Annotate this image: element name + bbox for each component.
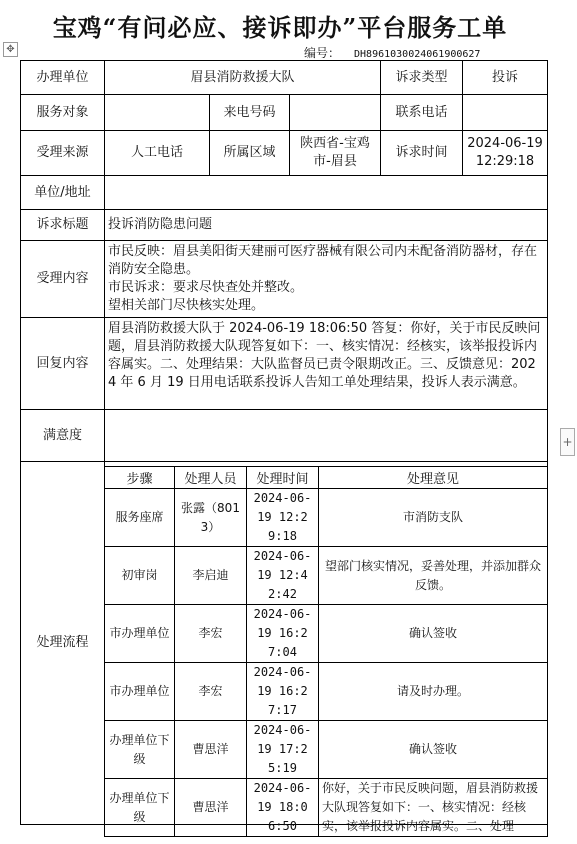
caller-label: 来电号码: [210, 95, 290, 131]
source-value: 人工电话: [105, 131, 210, 176]
address-value: [105, 176, 548, 210]
process-step: 市办理单位: [105, 663, 175, 721]
process-time: 2024-06-19 16:27:17: [247, 663, 319, 721]
process-step: 办理单位下级: [105, 721, 175, 779]
process-opinion: 确认签收: [319, 605, 548, 663]
process-time: 2024-06-19 18:06:50: [247, 779, 319, 837]
process-opinion: 确认签收: [319, 721, 548, 779]
process-time: 2024-06-19 17:25:19: [247, 721, 319, 779]
satisfaction-label: 满意度: [21, 410, 105, 462]
doc-number-value: DH8961030024061900627: [354, 49, 481, 60]
process-time: 2024-06-19 12:29:18: [247, 489, 319, 547]
area-value: 陕西省-宝鸡市-眉县: [290, 131, 381, 176]
process-step: 市办理单位: [105, 605, 175, 663]
reply-value: 眉县消防救援大队于 2024-06-19 18:06:50 答复：你好，关于市民反映问题，眉县消防救援大队现答复如下：一、核实情况：经核实，该举报投诉内容属实。二、处理结果：大队监督员已责令限期改正。三、反馈意见：2024 年 6 月 19 日用电话联系投诉人告知工单处理结果，投诉人表示满意。: [105, 318, 548, 410]
type-label: 诉求类型: [381, 61, 463, 95]
doc-number-label: 编号：: [304, 46, 341, 60]
process-person: 李宏: [175, 663, 247, 721]
phone-label: 联系电话: [381, 95, 463, 131]
doc-number: [304, 44, 480, 61]
move-handle-icon[interactable]: ✥: [3, 42, 18, 57]
process-header-person: 处理人员: [175, 467, 247, 489]
object-value: [105, 95, 210, 131]
process-time: 2024-06-19 16:27:04: [247, 605, 319, 663]
content-value: 市民反映：眉县美阳街天建丽可医疗器械有限公司内未配备消防器材，存在消防安全隐患。 市民诉求：要求尽快查处并整改。 望相关部门尽快核实处理。: [105, 241, 548, 318]
satisfaction-value: [105, 410, 548, 462]
phone-value: [463, 95, 548, 131]
process-person: 李宏: [175, 605, 247, 663]
process-header-opinion: 处理意见: [319, 467, 548, 489]
time-value: 2024-06-19 12:29:18: [463, 131, 548, 176]
process-opinion: 请及时办理。: [319, 663, 548, 721]
content-label: 受理内容: [21, 241, 105, 318]
process-opinion: 你好，关于市民反映问题，眉县消防救援大队现答复如下：一、核实情况：经核实，该举报投诉内容属实。二、处理: [319, 779, 548, 837]
area-label: 所属区域: [210, 131, 290, 176]
process-header-step: 步骤: [105, 467, 175, 489]
process-time: 2024-06-19 12:42:42: [247, 547, 319, 605]
process-step: 办理单位下级: [105, 779, 175, 837]
table-row: [105, 489, 548, 547]
type-value: 投诉: [463, 61, 548, 95]
form-title: 宝鸡“有问必应、接诉即办”平台服务工单: [52, 13, 508, 42]
table-row: [105, 663, 548, 721]
process-header-time: 处理时间: [247, 467, 319, 489]
table-row: [105, 605, 548, 663]
process-opinion: 望部门核实情况，妥善处理，并添加群众反馈。: [319, 547, 548, 605]
time-label: 诉求时间: [381, 131, 463, 176]
process-step: 初审岗: [105, 547, 175, 605]
process-step: 服务座席: [105, 489, 175, 547]
process-table: [104, 466, 548, 837]
process-person: 张露（8013）: [175, 489, 247, 547]
dept-value: 眉县消防救援大队: [105, 61, 381, 95]
table-row: [105, 721, 548, 779]
process-opinion: 市消防支队: [319, 489, 548, 547]
source-label: 受理来源: [21, 131, 105, 176]
add-row-icon[interactable]: +: [560, 428, 575, 456]
process-person: 李启迪: [175, 547, 247, 605]
object-label: 服务对象: [21, 95, 105, 131]
address-label: 单位/地址: [21, 176, 105, 210]
process-person: 曹思洋: [175, 721, 247, 779]
reply-label: 回复内容: [21, 318, 105, 410]
table-row: [105, 779, 548, 837]
process-person: 曹思洋: [175, 779, 247, 837]
process-label: 处理流程: [21, 462, 105, 825]
table-row: [105, 547, 548, 605]
dept-label: 办理单位: [21, 61, 105, 95]
caller-value: [290, 95, 381, 131]
subject-label: 诉求标题: [21, 210, 105, 241]
subject-value: 投诉消防隐患问题: [105, 210, 548, 241]
